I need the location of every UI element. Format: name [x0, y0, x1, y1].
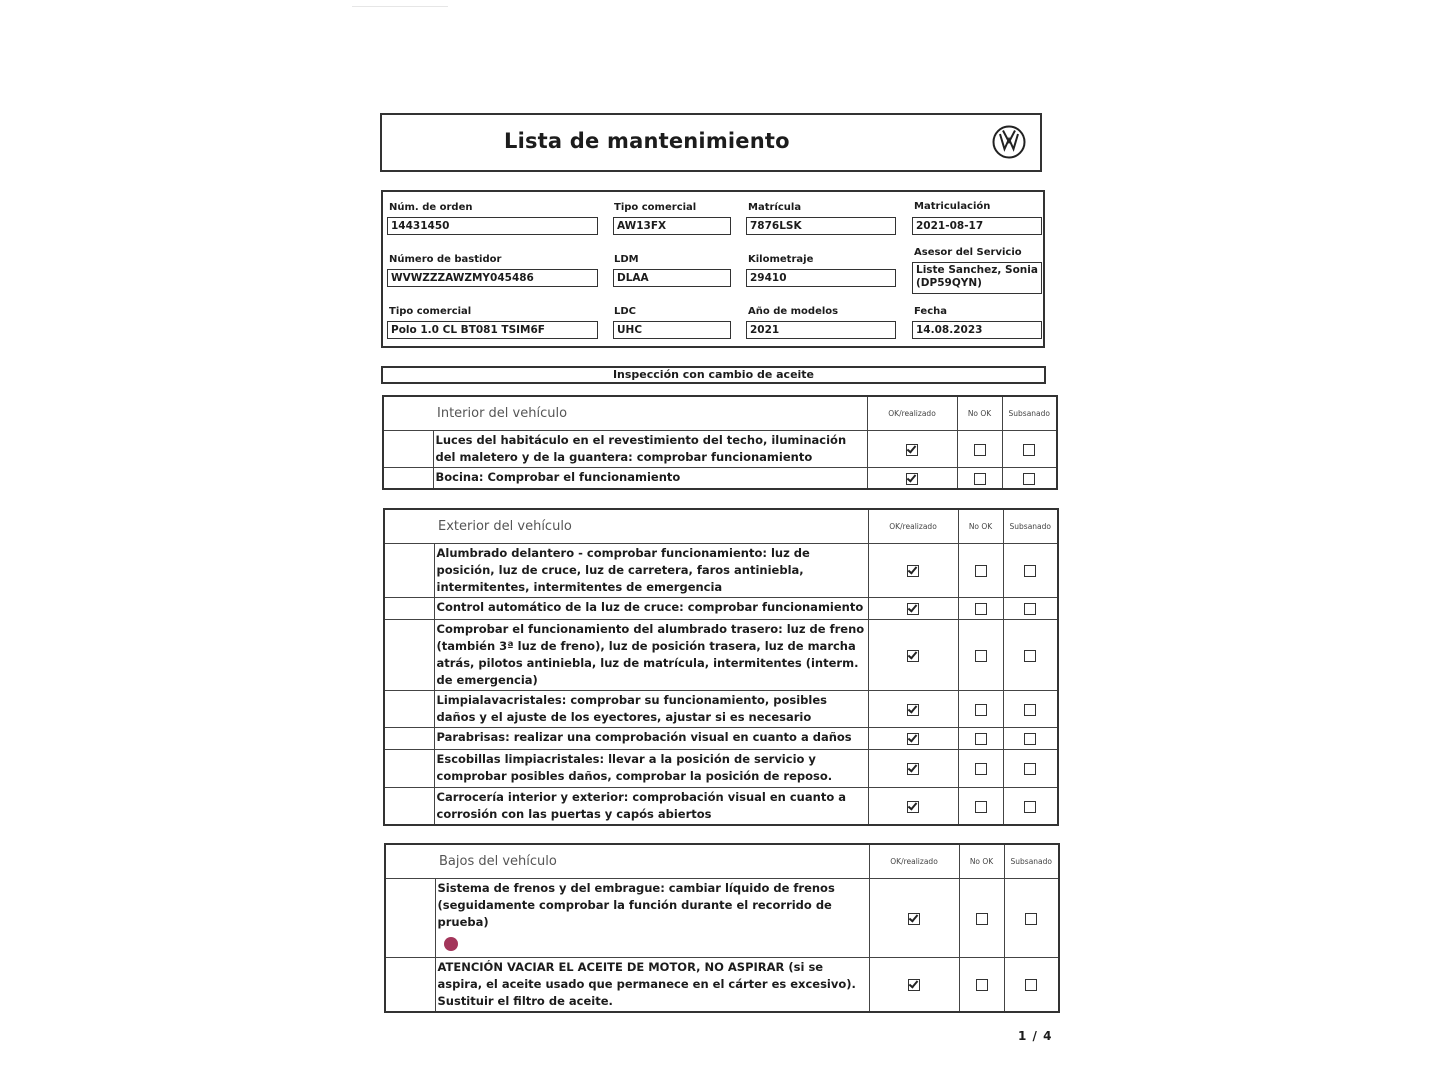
col-ok-header: OK/realizado	[868, 509, 958, 543]
ok-checkbox[interactable]	[907, 565, 919, 577]
col-no-ok-header: No OK	[959, 844, 1004, 878]
label-ldc: LDC	[614, 306, 637, 317]
subsanado-checkbox[interactable]	[1024, 603, 1036, 615]
table-row	[383, 430, 1057, 467]
page-number: 1 / 4	[1018, 1029, 1053, 1043]
no-ok-checkbox[interactable]	[975, 733, 987, 745]
item-text: Carrocería interior y exterior: comprobación visual en cuanto a corrosión con las puertas y capós abiertos	[434, 787, 868, 825]
ok-checkbox[interactable]	[907, 763, 919, 775]
table-row	[385, 957, 1059, 1012]
vw-logo-icon	[992, 125, 1026, 159]
subsanado-checkbox[interactable]	[1024, 801, 1036, 813]
no-ok-checkbox[interactable]	[975, 650, 987, 662]
col-subsanado-header: Subsanado	[1003, 509, 1058, 543]
label-fecha: Fecha	[914, 306, 948, 317]
ok-checkbox[interactable]	[906, 444, 918, 456]
item-text: Parabrisas: realizar una comprobación visual en cuanto a daños	[434, 727, 868, 749]
no-ok-checkbox[interactable]	[975, 763, 987, 775]
col-subsanado-header: Subsanado	[1004, 844, 1059, 878]
ok-checkbox[interactable]	[908, 979, 920, 991]
table-row	[384, 787, 1058, 825]
label-asesor: Asesor del Servicio	[914, 247, 1022, 258]
col-no-ok-header: No OK	[957, 396, 1002, 430]
item-text: Escobillas limpiacristales: llevar a la posición de servicio y comprobar posibles daños, comprobar la posición de reposo.	[434, 749, 868, 787]
field-anio-modelos[interactable]: 2021	[746, 321, 896, 339]
vehicle-info	[381, 190, 1045, 348]
col-ok-header: OK/realizado	[869, 844, 959, 878]
ok-checkbox[interactable]	[907, 704, 919, 716]
field-num-orden[interactable]: 14431450	[387, 217, 598, 235]
subsanado-checkbox[interactable]	[1025, 979, 1037, 991]
table-row	[383, 467, 1057, 489]
item-text: Comprobar el funcionamiento del alumbrado trasero: luz de freno (también 3ª luz de freno), luz de posición trasera, luz de marcha atrás, pilotos antiniebla, luz de matrícula, intermitentes (interm. de emergencia)	[434, 619, 868, 690]
table-row	[385, 878, 1059, 957]
field-tipo-comercial[interactable]: AW13FX	[613, 217, 731, 235]
table-row	[384, 619, 1058, 690]
ok-checkbox[interactable]	[907, 801, 919, 813]
field-ldm[interactable]: DLAA	[613, 269, 731, 287]
subsanado-checkbox[interactable]	[1024, 565, 1036, 577]
ok-checkbox[interactable]	[908, 913, 920, 925]
field-fecha[interactable]: 14.08.2023	[912, 321, 1042, 339]
no-ok-checkbox[interactable]	[975, 704, 987, 716]
field-numero-bastidor[interactable]: WVWZZZAWZMY045486	[387, 269, 598, 287]
subsanado-checkbox[interactable]	[1025, 913, 1037, 925]
subsanado-checkbox[interactable]	[1023, 473, 1035, 485]
section-title: Interior del vehículo	[383, 396, 867, 430]
marker-dot-icon	[444, 937, 458, 951]
item-text: Bocina: Comprobar el funcionamiento	[433, 467, 867, 489]
ok-checkbox[interactable]	[907, 603, 919, 615]
subsanado-checkbox[interactable]	[1023, 444, 1035, 456]
ok-checkbox[interactable]	[907, 650, 919, 662]
table-row	[384, 690, 1058, 727]
no-ok-checkbox[interactable]	[975, 801, 987, 813]
field-tipo-comercial-2[interactable]: Polo 1.0 CL BT081 TSIM6F	[387, 321, 598, 339]
section-exterior	[383, 508, 1059, 826]
item-text: Alumbrado delantero - comprobar funcionamiento: luz de posición, luz de cruce, luz de carretera, faros antiniebla, intermitentes, intermitentes de emergencia	[434, 543, 868, 597]
title-box	[380, 113, 1042, 172]
field-matricula[interactable]: 7876LSK	[746, 217, 896, 235]
no-ok-checkbox[interactable]	[975, 565, 987, 577]
label-matriculacion: Matriculación	[914, 201, 991, 212]
no-ok-checkbox[interactable]	[975, 603, 987, 615]
label-numero-bastidor: Número de bastidor	[389, 254, 502, 265]
section-interior	[382, 395, 1058, 490]
item-text: Control automático de la luz de cruce: comprobar funcionamiento	[434, 597, 868, 619]
no-ok-checkbox[interactable]	[974, 473, 986, 485]
label-kilometraje: Kilometraje	[748, 254, 814, 265]
field-ldc[interactable]: UHC	[613, 321, 731, 339]
subsanado-checkbox[interactable]	[1024, 650, 1036, 662]
table-row	[384, 749, 1058, 787]
subsanado-checkbox[interactable]	[1024, 704, 1036, 716]
item-text: Luces del habitáculo en el revestimiento del techo, iluminación del maletero y de la guantera: comprobar funcionamiento	[433, 430, 867, 467]
no-ok-checkbox[interactable]	[976, 979, 988, 991]
section-header	[385, 844, 1059, 878]
no-ok-checkbox[interactable]	[974, 444, 986, 456]
section-title: Exterior del vehículo	[384, 509, 868, 543]
item-text: Sistema de frenos y del embrague: cambiar líquido de frenos (seguidamente comprobar la función durante el recorrido de prueba)	[437, 880, 835, 929]
table-row	[384, 597, 1058, 619]
item-cell	[435, 878, 869, 957]
col-subsanado-header: Subsanado	[1002, 396, 1057, 430]
field-asesor[interactable]: Liste Sanchez, Sonia (DP59QYN)	[912, 262, 1042, 294]
label-ldm: LDM	[614, 254, 639, 265]
col-ok-header: OK/realizado	[867, 396, 957, 430]
subsanado-checkbox[interactable]	[1024, 763, 1036, 775]
label-num-orden: Núm. de orden	[389, 202, 473, 213]
no-ok-checkbox[interactable]	[976, 913, 988, 925]
ok-checkbox[interactable]	[906, 473, 918, 485]
item-text: ATENCIÓN VACIAR EL ACEITE DE MOTOR, NO ASPIRAR (si se aspira, el aceite usado que permanece en el cárter es excesivo). Sustituir el filtro de aceite.	[435, 957, 869, 1012]
page-title: Lista de mantenimiento	[504, 129, 790, 153]
field-kilometraje[interactable]: 29410	[746, 269, 896, 287]
table-row	[384, 543, 1058, 597]
table-row	[384, 727, 1058, 749]
label-anio-modelos: Año de modelos	[748, 306, 839, 317]
item-text: Limpialavacristales: comprobar su funcionamiento, posibles daños y el ajuste de los eyectores, ajustar si es necesario	[434, 690, 868, 727]
field-matriculacion[interactable]: 2021-08-17	[912, 217, 1042, 235]
ok-checkbox[interactable]	[907, 733, 919, 745]
section-title: Bajos del vehículo	[385, 844, 869, 878]
label-tipo-comercial: Tipo comercial	[614, 202, 697, 213]
scan-artifact	[352, 6, 448, 7]
section-header	[384, 509, 1058, 543]
label-matricula: Matrícula	[748, 202, 802, 213]
section-header	[383, 396, 1057, 430]
col-no-ok-header: No OK	[958, 509, 1003, 543]
label-tipo-comercial-2: Tipo comercial	[389, 306, 472, 317]
inspection-title: Inspección con cambio de aceite	[381, 366, 1046, 384]
subsanado-checkbox[interactable]	[1024, 733, 1036, 745]
section-bajos	[384, 843, 1060, 1013]
